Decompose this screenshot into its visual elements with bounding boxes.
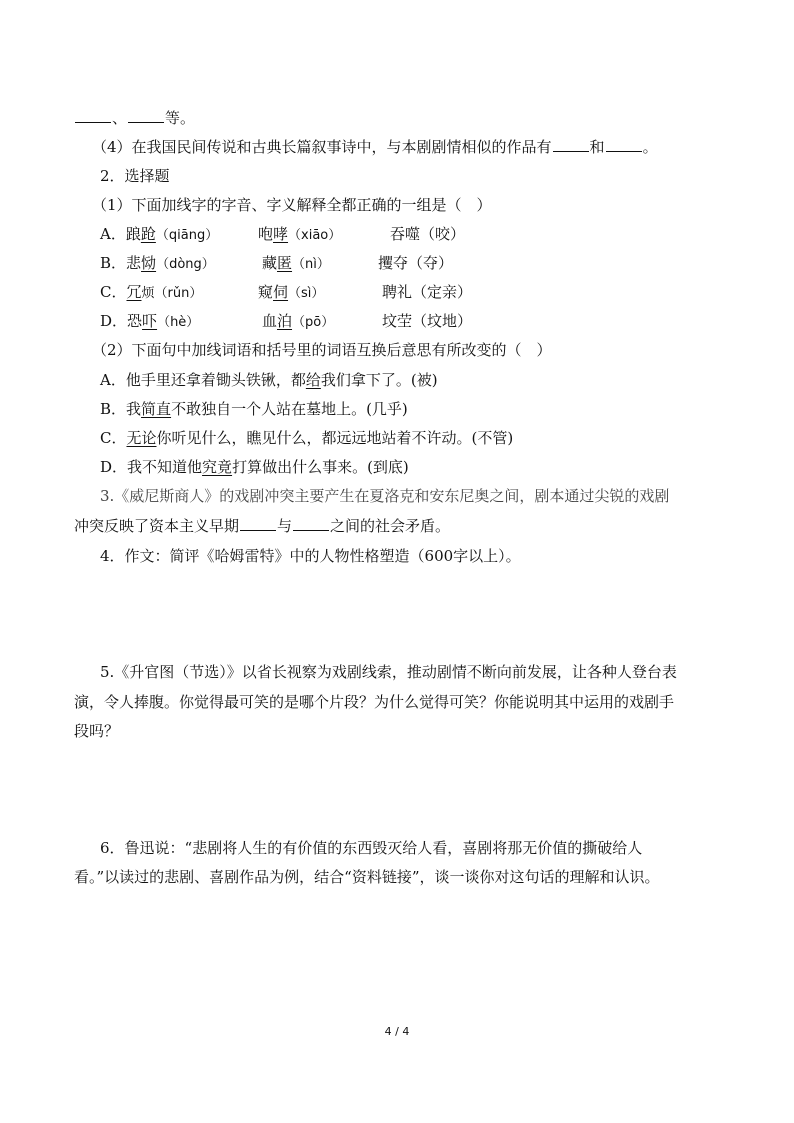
underlined-word: 简直 [141, 400, 172, 418]
option-d-c: 坟茔（坟地） [382, 312, 473, 330]
underlined-char: 吓 [142, 312, 158, 330]
question-2-1-stem: （1）下面加线字的字音、字义解释全都正确的一组是（ ） [92, 196, 492, 214]
underlined-word: 无论 [126, 429, 157, 447]
option-b[interactable]: B．悲恸（dòng） [100, 254, 215, 272]
answer-blank[interactable] [293, 516, 329, 531]
q1-continuation-line [74, 108, 195, 128]
answer-blank[interactable] [606, 137, 642, 152]
option-2-d[interactable]: D．我不知道他究竟打算做出什么事来。(到底) [100, 458, 409, 476]
underlined-char: 泊 [277, 312, 293, 330]
question-6-line-1: 6．鲁迅说：“悲剧将人生的有价值的东西毁灭给人看，喜剧将那无价值的撕破给人 [100, 839, 643, 857]
option-d[interactable]: D．恐吓（hè） [100, 312, 200, 330]
answer-blank[interactable] [553, 137, 589, 152]
option-2-c[interactable]: C．无论你听见什么，瞧见什么，都远远地站着不许动。(不管) [100, 429, 514, 447]
option-a-b: 咆哮（xiāo） [258, 225, 342, 243]
option-c-b: 窥伺（sì） [258, 283, 325, 301]
question-text: 。 [642, 138, 658, 156]
answer-blank[interactable] [75, 108, 111, 123]
question-5-line-2: 演，令人捧腹。你觉得最可笑的是哪个片段？为什么觉得可笑？你能说明其中运用的戏剧手 [74, 693, 675, 711]
question-2-title: 2．选择题 [100, 167, 170, 185]
question-4: 4．作文：简评《哈姆雷特》中的人物性格塑造（600字以上）。 [100, 547, 521, 565]
page-number: 4 / 4 [384, 1025, 410, 1038]
question-6-line-2: 看。”以读过的悲剧、喜剧作品为例，结合“资料链接”，谈一谈你对这句话的理解和认识。 [74, 868, 660, 886]
underlined-char: 匿 [277, 254, 293, 272]
option-a[interactable]: A．踉跄（qiāng） [100, 225, 219, 243]
option-b-c: 攫夺（夺） [378, 254, 454, 272]
underlined-word: 给 [305, 371, 321, 389]
underlined-char: 冗 [126, 283, 142, 301]
option-b-b: 藏匿（nì） [262, 254, 330, 272]
question-text: （4）在我国民间传说和古典长篇叙事诗中，与本剧剧情相似的作品有 [92, 138, 552, 156]
option-2-a[interactable]: A．他手里还拿着锄头铁锹，都给我们拿下了。(被) [100, 371, 438, 389]
option-c[interactable]: C．冗烦（rǔn） [100, 283, 203, 301]
question-text: 和 [589, 138, 605, 156]
question-3-line-1: 3.《威尼斯商人》的戏剧冲突主要产生在夏洛克和安东尼奥之间，剧本通过尖锐的戏剧 [100, 487, 670, 505]
option-a-c: 吞噬（咬） [390, 225, 466, 243]
option-2-b[interactable]: B．我简直不敢独自一个人站在墓地上。(几乎) [100, 400, 408, 418]
underlined-char: 伺 [273, 283, 289, 301]
underlined-char: 恸 [141, 254, 157, 272]
underlined-char: 哮 [273, 225, 289, 243]
line-end-text: 等。 [165, 109, 196, 127]
question-5-line-3: 段吗？ [74, 722, 120, 740]
option-c-c: 聘礼（定亲） [382, 283, 473, 301]
separator: 、 [112, 109, 128, 127]
underlined-char: 跄 [140, 225, 156, 243]
answer-blank[interactable] [128, 108, 164, 123]
question-5-line-1: 5.《升官图（节选）》以省长视察为戏剧线索，推动剧情不断向前发展，让各种人登台表 [100, 663, 677, 681]
question-3-line-2: 冲突反映了资本主义早期 与 之间的社会矛盾。 [74, 517, 451, 535]
answer-blank[interactable] [240, 516, 276, 531]
question-1-4 [92, 137, 658, 157]
underlined-word: 究竟 [202, 458, 233, 476]
question-2-2-stem: （2）下面句中加线词语和括号里的词语互换后意思有所改变的（ ） [92, 341, 552, 359]
option-d-b: 血泊（pō） [262, 312, 335, 330]
